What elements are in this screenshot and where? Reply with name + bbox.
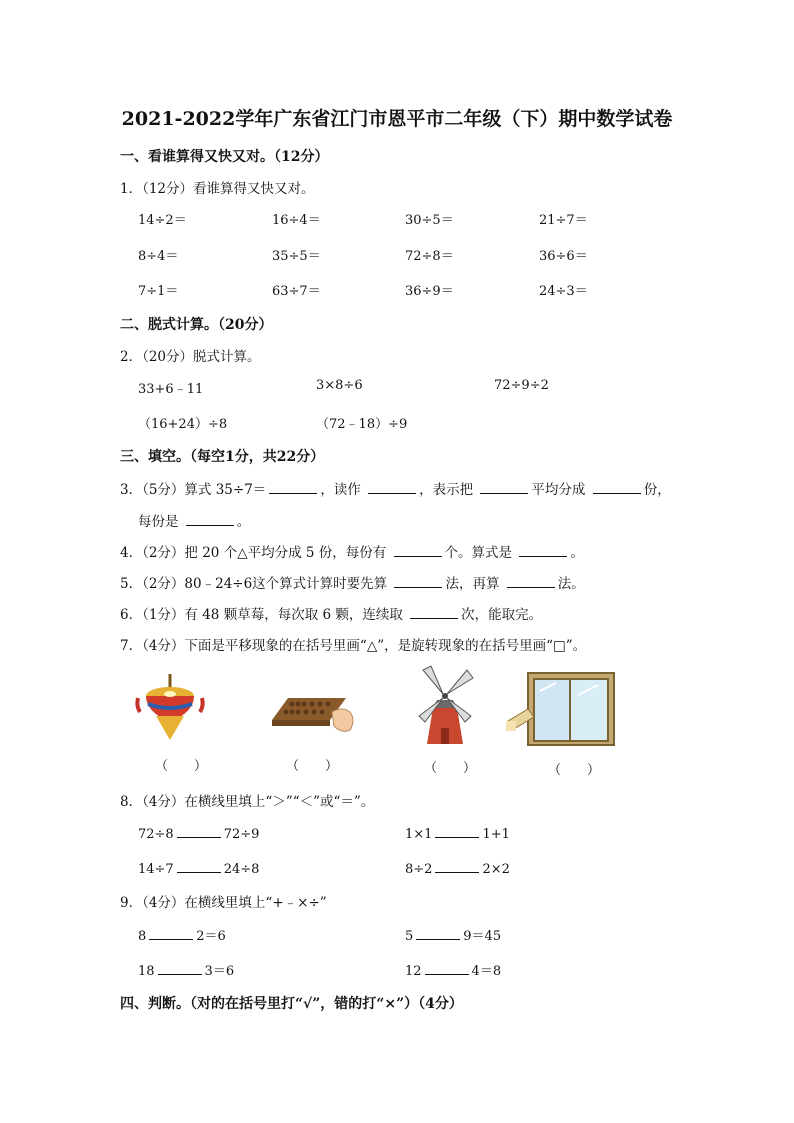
question-8-stem: 8．（4分）在横线里填上“＞”“＜”或“＝”。 — [120, 794, 375, 810]
answer-blank[interactable] — [507, 573, 555, 588]
answer-blank[interactable] — [368, 479, 416, 494]
section-1-heading: 一、看谁算得又快又对。（12分） — [120, 149, 329, 165]
section-4-heading: 四、判断。（对的在括号里打“√”，错的打“×”）（4分） — [120, 996, 463, 1012]
answer-blank[interactable] — [480, 479, 528, 494]
q9-left: 12 — [405, 964, 422, 979]
q6-text: 次，能取完。 — [461, 607, 543, 623]
q8-right: 24÷8 — [223, 862, 260, 877]
q3-text: 平均分成 — [531, 482, 590, 498]
answer-paren[interactable]: （ ） — [155, 759, 208, 774]
answer-paren[interactable]: （ ） — [286, 759, 339, 774]
q3-text: ，读作 — [320, 482, 366, 498]
q8-left: 72÷8 — [138, 827, 174, 842]
q8-right: 2×2 — [482, 862, 510, 877]
answer-blank[interactable] — [186, 511, 234, 526]
q9-item — [138, 960, 234, 979]
q1-item: 8÷4＝ — [138, 249, 179, 264]
q9-item — [405, 960, 501, 979]
windmill-image — [415, 664, 475, 746]
q1-item: 24÷3＝ — [539, 284, 588, 299]
q2-item: 3×8÷6 — [316, 378, 363, 393]
answer-blank[interactable] — [593, 479, 641, 494]
q8-left: 14÷7 — [138, 862, 174, 877]
q8-item — [138, 858, 259, 877]
question-1-stem: 1．（12分）看谁算得又快又对。 — [120, 181, 315, 197]
q5-text: 法。 — [557, 576, 585, 592]
answer-paren[interactable]: （ ） — [548, 763, 601, 778]
abacus-image — [268, 690, 360, 742]
q9-item — [138, 925, 226, 944]
q3-text: 每份是 — [138, 514, 183, 530]
q8-right: 72÷9 — [223, 827, 260, 842]
q9-right: 9＝45 — [463, 929, 502, 944]
page-title: 2021-2022学年广东省江门市恩平市二年级（下）期中数学试卷 — [121, 108, 673, 130]
question-5 — [120, 572, 585, 592]
q9-left: 8 — [138, 929, 147, 944]
q2-item: 33+6﹣11 — [138, 382, 204, 397]
q1-item: 14÷2＝ — [138, 213, 187, 228]
q1-item: 30÷5＝ — [405, 213, 454, 228]
q1-item: 16÷4＝ — [272, 213, 321, 228]
spinning-top-image — [130, 672, 210, 744]
q9-left: 5 — [405, 929, 414, 944]
q4-text: 4．（2分）把 20 个△平均分成 5 份，每份有 — [120, 545, 391, 561]
question-6 — [120, 603, 542, 623]
q2-item: （16+24）÷8 — [138, 417, 228, 432]
q5-text: 法，再算 — [445, 576, 504, 592]
answer-blank[interactable] — [394, 542, 442, 557]
question-9-stem: 9．（4分）在横线里填上“+﹣×÷” — [120, 895, 327, 911]
answer-blank[interactable] — [394, 573, 442, 588]
q8-item — [138, 823, 259, 842]
q3-text: 。 — [236, 514, 251, 530]
q1-item: 35÷5＝ — [272, 249, 321, 264]
question-7-stem: 7．（4分）下面是平移现象的在括号里画“△”，是旋转现象的在括号里画“□”。 — [120, 638, 587, 654]
q5-text: 5．（2分）80﹣24÷6这个算式计算时要先算 — [120, 576, 392, 592]
q2-item: 72÷9÷2 — [494, 378, 549, 393]
q2-item: （72﹣18）÷9 — [316, 417, 408, 432]
answer-blank[interactable] — [177, 823, 221, 838]
q9-right: 2＝6 — [196, 929, 226, 944]
section-2-heading: 二、脱式计算。（20分） — [120, 317, 273, 333]
answer-blank[interactable] — [425, 960, 469, 975]
section-3-heading: 三、填空。（每空1分，共22分） — [120, 449, 325, 465]
q1-item: 21÷7＝ — [539, 213, 588, 228]
question-2-stem: 2．（20分）脱式计算。 — [120, 349, 261, 365]
q4-text: 。 — [570, 545, 584, 561]
q9-right: 3＝6 — [204, 964, 235, 979]
q9-item — [405, 925, 501, 944]
q8-item — [405, 823, 510, 842]
answer-blank[interactable] — [269, 479, 317, 494]
q8-right: 1+1 — [482, 827, 510, 842]
q1-item: 72÷8＝ — [405, 249, 454, 264]
sliding-window-image — [506, 671, 616, 749]
q1-item: 36÷9＝ — [405, 284, 454, 299]
q1-item: 7÷1＝ — [138, 284, 179, 299]
q9-left: 18 — [138, 964, 155, 979]
answer-blank[interactable] — [519, 542, 567, 557]
q9-right: 4＝8 — [471, 964, 502, 979]
q6-text: 6．（1分）有 48 颗草莓，每次取 6 颗，连续取 — [120, 607, 408, 623]
q1-item: 63÷7＝ — [272, 284, 321, 299]
q8-left: 1×1 — [405, 827, 433, 842]
q1-item: 36÷6＝ — [539, 249, 588, 264]
q3-text: ，表示把 — [419, 482, 478, 498]
q4-text: 个。算式是 — [444, 545, 517, 561]
q8-left: 8÷2 — [405, 862, 433, 877]
q8-item — [405, 858, 510, 877]
answer-blank[interactable] — [177, 858, 221, 873]
question-3-line2 — [138, 510, 250, 530]
answer-blank[interactable] — [158, 960, 202, 975]
question-3 — [120, 478, 671, 498]
answer-blank[interactable] — [435, 858, 479, 873]
answer-blank[interactable] — [416, 925, 460, 940]
q3-text: 3．（5分）算式 35÷7＝ — [120, 482, 267, 498]
answer-blank[interactable] — [149, 925, 193, 940]
answer-paren[interactable]: （ ） — [424, 761, 477, 776]
answer-blank[interactable] — [435, 823, 479, 838]
q3-text: 份， — [643, 482, 671, 498]
answer-blank[interactable] — [410, 604, 458, 619]
question-4 — [120, 541, 584, 561]
